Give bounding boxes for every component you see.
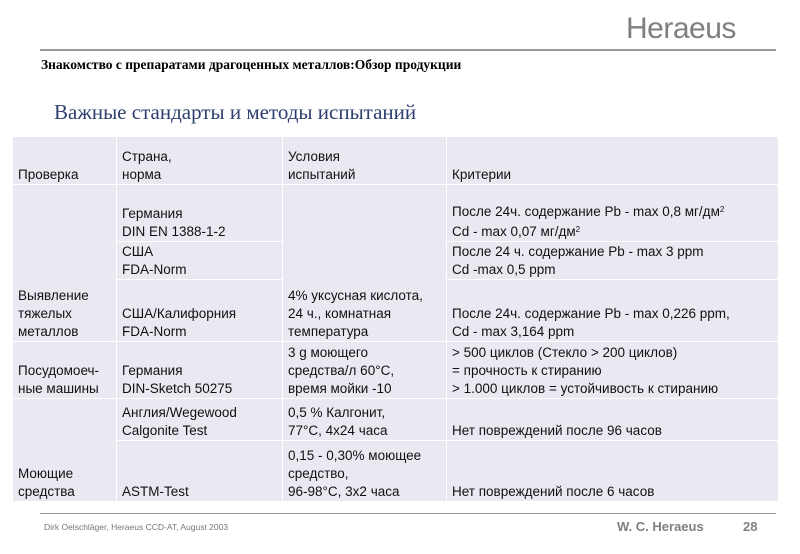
table-row <box>13 342 779 399</box>
norm-cell: США/Калифорния FDA-Norm <box>117 280 283 342</box>
criteria-cell: Нет повреждений после 6 часов <box>447 441 779 502</box>
test-heavy-metals: Выявление тяжелых металлов <box>13 185 117 342</box>
conditions-cell: 3 g моющего средства/л 60°C, время мойки -10 <box>283 342 447 399</box>
header-conditions: Условия испытаний <box>283 137 447 185</box>
footer-author: Dirk Oelschläger, Heraeus CCD-AT, August 2003 <box>44 522 229 532</box>
norm-cell: Германия DIN-Sketch 50275 <box>117 342 283 399</box>
header-test: Проверка <box>13 137 117 185</box>
test-detergents: Моющие средства <box>13 399 117 502</box>
conditions-cell: 0,15 - 0,30% моющее средство, 96-98°C, 3x2 часа <box>283 441 447 502</box>
test-dishwasher: Посудомоеч- ные машины <box>13 342 117 399</box>
criteria-cell: Нет повреждений после 96 часов <box>447 399 779 441</box>
norm-cell: Англия/Wegewood Calgonite Test <box>117 399 283 441</box>
slide-subtitle: Знакомство с препаратами драгоценных металлов:Обзор продукции <box>41 57 462 72</box>
conditions-heavy-metals: 4% уксусная кислота, 24 ч., комнатная температура <box>283 185 447 342</box>
criteria-cell: После 24ч. содержание Pb - max 0,8 $мг/дм^2$ Cd - max 0,07 $мг/дм^2$ <box>447 185 779 242</box>
criteria-cell: После 24ч. содержание Pb - max 0,226 ppm, Cd - max 3,164 ppm <box>447 280 779 342</box>
norm-cell: Германия DIN EN 1388-1-2 <box>117 185 283 242</box>
norm-cell: ASTM-Test <box>117 441 283 502</box>
slide-title: Важные стандарты и методы испытаний <box>54 100 417 124</box>
norm-cell: США FDA-Norm <box>117 242 283 280</box>
table-row <box>13 185 779 242</box>
header-criteria: Критерии <box>447 137 779 185</box>
header-divider <box>40 49 776 51</box>
table-row <box>13 441 779 502</box>
footer-brand: W. C. Heraeus <box>617 519 704 534</box>
table-header-row <box>13 137 779 185</box>
header-country-norm: Страна, норма <box>117 137 283 185</box>
page-number: 28 <box>743 519 758 534</box>
criteria-cell: После 24 ч. содержание Pb - max 3 ppm Cd -max 0,5 ppm <box>447 242 779 280</box>
criteria-cell: > 500 циклов (Стекло > 200 циклов) = прочность к стиранию > 1.000 циклов = устойчивость к стиранию <box>447 342 779 399</box>
footer-divider <box>40 513 776 514</box>
table-row <box>13 399 779 441</box>
heraeus-logo: Heraeus <box>626 12 736 45</box>
standards-table <box>12 136 779 502</box>
conditions-cell: 0,5 % Калгонит, 77°C, 4x24 часа <box>283 399 447 441</box>
